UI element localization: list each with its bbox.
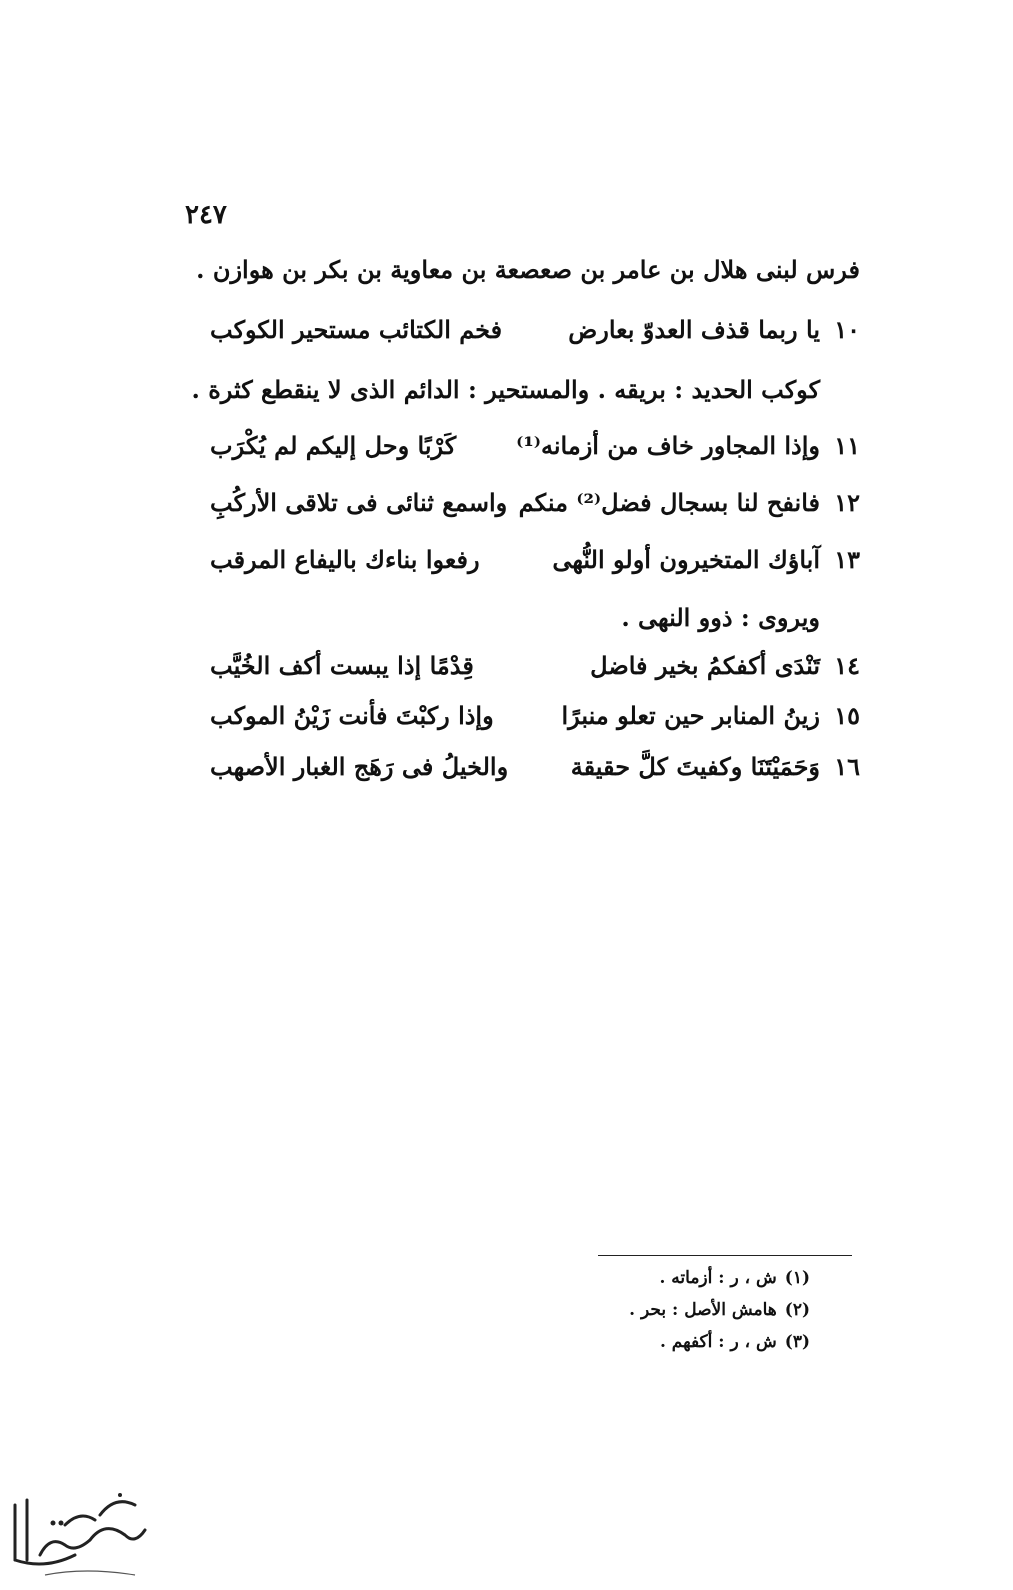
verse-second-hemistich: والخيلُ فى رَهَج الغبار الأصهب	[210, 752, 509, 781]
verse-number: ١٣	[834, 545, 860, 574]
footnote-number: (٣)	[784, 1332, 810, 1352]
prose-note: كوكب الحديد : بريقه . والمستحير : الدائم الذى لا ينقطع كثرة .	[191, 375, 820, 404]
verse-first-hemistich: وإذا المجاور خاف من أزمانه⁽¹⁾	[516, 431, 820, 460]
verse-number: ١٥	[834, 701, 860, 730]
verse-first-hemistich: زينُ المنابر حين تعلو منبرًا	[561, 701, 820, 730]
footnotes	[560, 1268, 810, 1378]
verse-first-hemistich: يا ربما قذف العدوّ بعارض	[568, 315, 820, 344]
calligraphy-watermark-logo	[5, 1475, 155, 1585]
verse-line	[200, 431, 860, 470]
page-number: ٢٤٧	[185, 200, 227, 230]
footnote	[659, 1268, 810, 1288]
footnote	[660, 1332, 810, 1352]
verse-second-hemistich: كَرْبًا وحل إليكم لم يُكْرَب	[210, 431, 457, 460]
verse-number: ١٤	[834, 651, 860, 680]
footnote-divider	[598, 1255, 852, 1256]
verse-number: ١٦	[834, 752, 860, 781]
footnote-number: (١)	[784, 1268, 810, 1288]
footnote-text: ش ، ر : أكفهم .	[659, 1332, 777, 1352]
verse-line	[200, 545, 860, 584]
prose-line: فرس لبنى هلال بن عامر بن صعصعة بن معاوية بن بكر بن هوازن .	[196, 255, 860, 284]
verse-number: ١٢	[834, 488, 860, 517]
verse-line	[200, 752, 860, 791]
verse-second-hemistich: وإذا ركبْتَ فأنت زَيْنُ الموكب	[210, 701, 494, 730]
footnote-number: (٢)	[784, 1300, 810, 1320]
verse-first-hemistich: وَحَمَيْتَنَا وكفيتَ كلَّ حقيقة	[570, 752, 820, 781]
prose-variant: ويروى : ذوو النهى .	[621, 603, 820, 632]
verse-number: ١٠	[834, 315, 860, 344]
verse-line	[200, 488, 860, 527]
verse-second-hemistich: فخم الكتائب مستحير الكوكب	[210, 315, 503, 344]
footnote	[629, 1300, 810, 1320]
verse-first-hemistich: فانفح لنا بسجال فضل⁽²⁾ منكم	[518, 488, 820, 517]
verse-line	[200, 651, 860, 690]
main-text	[191, 255, 860, 818]
verse-second-hemistich: رفعوا بناءك باليفاع المرقب	[210, 545, 480, 574]
verse-line	[200, 315, 860, 354]
footnote-text: ش ، ر : أزماته .	[659, 1268, 777, 1288]
verse-second-hemistich: قِدْمًا إذا يبست أكف الخُيَّب	[210, 651, 474, 680]
footnote-text: هامش الأصل : بحر .	[629, 1300, 777, 1320]
verse-line	[200, 701, 860, 740]
verse-number: ١١	[834, 431, 860, 460]
verse-first-hemistich: تَنْدَى أكفكمُ بخير فاضل	[590, 651, 820, 680]
verse-first-hemistich: آباؤك المتخيرون أولو النُّهى	[552, 545, 820, 574]
verse-second-hemistich: واسمع ثنائى فى تلاقى الأركُبِ	[210, 488, 508, 517]
